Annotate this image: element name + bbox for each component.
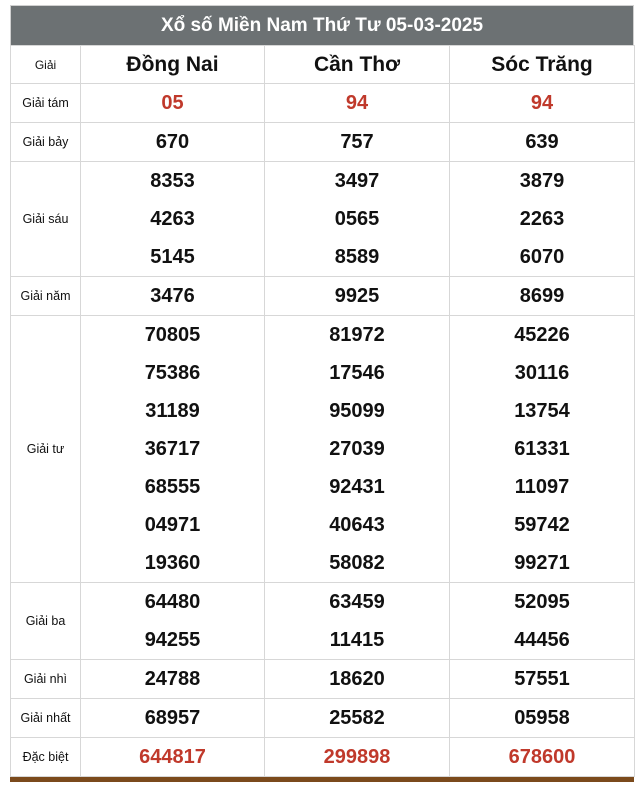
prize-number: 45226	[514, 324, 570, 346]
results-table	[10, 45, 635, 777]
prize-number: 8589	[334, 246, 380, 268]
prize-cell	[81, 123, 265, 162]
province-header: Sóc Trăng	[450, 46, 635, 84]
prize-number: 05958	[514, 707, 570, 729]
page-title: Xổ số Miền Nam Thứ Tư 05-03-2025	[10, 5, 634, 45]
prize-number: 61331	[514, 438, 570, 460]
prize-number: 8699	[519, 285, 565, 307]
prize-cell	[81, 583, 265, 660]
prize-number: 678600	[508, 746, 576, 768]
prize-number: 13754	[514, 400, 570, 422]
prize-number: 2263	[519, 208, 565, 230]
prize-number: 57551	[514, 668, 570, 690]
prize-number: 6070	[519, 246, 565, 268]
prize-number: 19360	[144, 552, 201, 574]
prize-label: Giải ba	[11, 583, 81, 660]
prize-number: 25582	[329, 707, 385, 729]
prize-number: 17546	[329, 362, 385, 384]
prize-number: 75386	[144, 362, 201, 384]
prize-cell	[265, 660, 450, 699]
prize-cell	[265, 162, 450, 277]
prize-number: 31189	[145, 400, 200, 422]
prize-number: 27039	[329, 438, 385, 460]
prize-cell	[265, 699, 450, 738]
prize-number: 05	[161, 92, 184, 114]
prize-number: 30116	[514, 362, 570, 384]
prize-row	[11, 660, 635, 699]
prize-number: 3879	[519, 170, 565, 192]
lottery-results	[10, 5, 634, 782]
prize-cell	[81, 277, 265, 316]
prize-row	[11, 162, 635, 277]
prize-cell	[265, 277, 450, 316]
prize-number: 94	[345, 92, 369, 114]
prize-number: 04971	[144, 514, 201, 536]
prize-cell	[81, 84, 265, 123]
prize-number: 58082	[329, 552, 385, 574]
prize-cell	[81, 699, 265, 738]
prize-cell	[450, 162, 635, 277]
prize-row	[11, 738, 635, 777]
prize-row	[11, 699, 635, 738]
prize-number: 63459	[329, 591, 385, 613]
prize-cell	[450, 699, 635, 738]
prize-cell	[81, 316, 265, 583]
prize-number: 44456	[514, 629, 570, 651]
prize-number: 36717	[144, 438, 201, 460]
prize-number: 94	[530, 92, 554, 114]
province-header: Cần Thơ	[265, 46, 450, 84]
prize-row	[11, 583, 635, 660]
prize-label: Giải tư	[11, 316, 81, 583]
prize-label: Giải nhì	[11, 660, 81, 699]
prize-label: Giải sáu	[11, 162, 81, 277]
results-body	[11, 84, 635, 777]
prize-number: 639	[525, 131, 559, 153]
prize-number: 52095	[514, 591, 570, 613]
prize-row	[11, 123, 635, 162]
prize-number: 670	[155, 131, 190, 153]
prize-cell	[265, 583, 450, 660]
prize-number: 3476	[150, 285, 195, 307]
prize-number: 64480	[144, 591, 201, 613]
prize-number: 299898	[323, 746, 391, 768]
prize-row	[11, 84, 635, 123]
prize-number: 5145	[150, 246, 195, 268]
prize-label: Đặc biệt	[11, 738, 81, 777]
prize-number: 99271	[514, 552, 570, 574]
prize-cell	[450, 277, 635, 316]
prize-number: 3497	[334, 170, 380, 192]
bottom-bar	[10, 777, 634, 782]
prize-label: Giải năm	[11, 277, 81, 316]
prize-cell	[450, 738, 635, 777]
prize-cell	[450, 123, 635, 162]
prize-number: 68555	[144, 476, 201, 498]
prize-cell	[450, 660, 635, 699]
prize-number: 70805	[144, 324, 201, 346]
prize-label: Giải tám	[11, 84, 81, 123]
prize-number: 95099	[329, 400, 385, 422]
header-row	[11, 46, 635, 84]
prize-number: 757	[340, 131, 374, 153]
prize-number: 68957	[144, 707, 201, 729]
prize-number: 11097	[514, 476, 570, 498]
prize-cell	[81, 162, 265, 277]
province-header: Đồng Nai	[81, 46, 265, 84]
prize-number: 81972	[329, 324, 385, 346]
prize-number: 24788	[144, 668, 201, 690]
prize-cell	[265, 316, 450, 583]
prize-label: Giải nhất	[11, 699, 81, 738]
prize-number: 94255	[144, 629, 201, 651]
prize-row	[11, 277, 635, 316]
prize-number: 644817	[139, 746, 206, 768]
prize-cell	[450, 84, 635, 123]
prize-cell	[81, 738, 265, 777]
prize-number: 92431	[329, 476, 385, 498]
prize-number: 11415	[329, 629, 385, 651]
prize-cell	[450, 583, 635, 660]
prize-number: 40643	[329, 514, 385, 536]
prize-number: 18620	[329, 668, 385, 690]
prize-cell	[450, 316, 635, 583]
prize-label: Giải bảy	[11, 123, 81, 162]
prize-column-header: Giải	[11, 46, 81, 84]
prize-number: 59742	[514, 514, 570, 536]
prize-number: 9925	[334, 285, 380, 307]
prize-cell	[81, 660, 265, 699]
prize-cell	[265, 84, 450, 123]
prize-row	[11, 316, 635, 583]
prize-number: 0565	[334, 208, 380, 230]
prize-number: 8353	[150, 170, 195, 192]
prize-cell	[265, 738, 450, 777]
prize-cell	[265, 123, 450, 162]
prize-number: 4263	[150, 208, 195, 230]
